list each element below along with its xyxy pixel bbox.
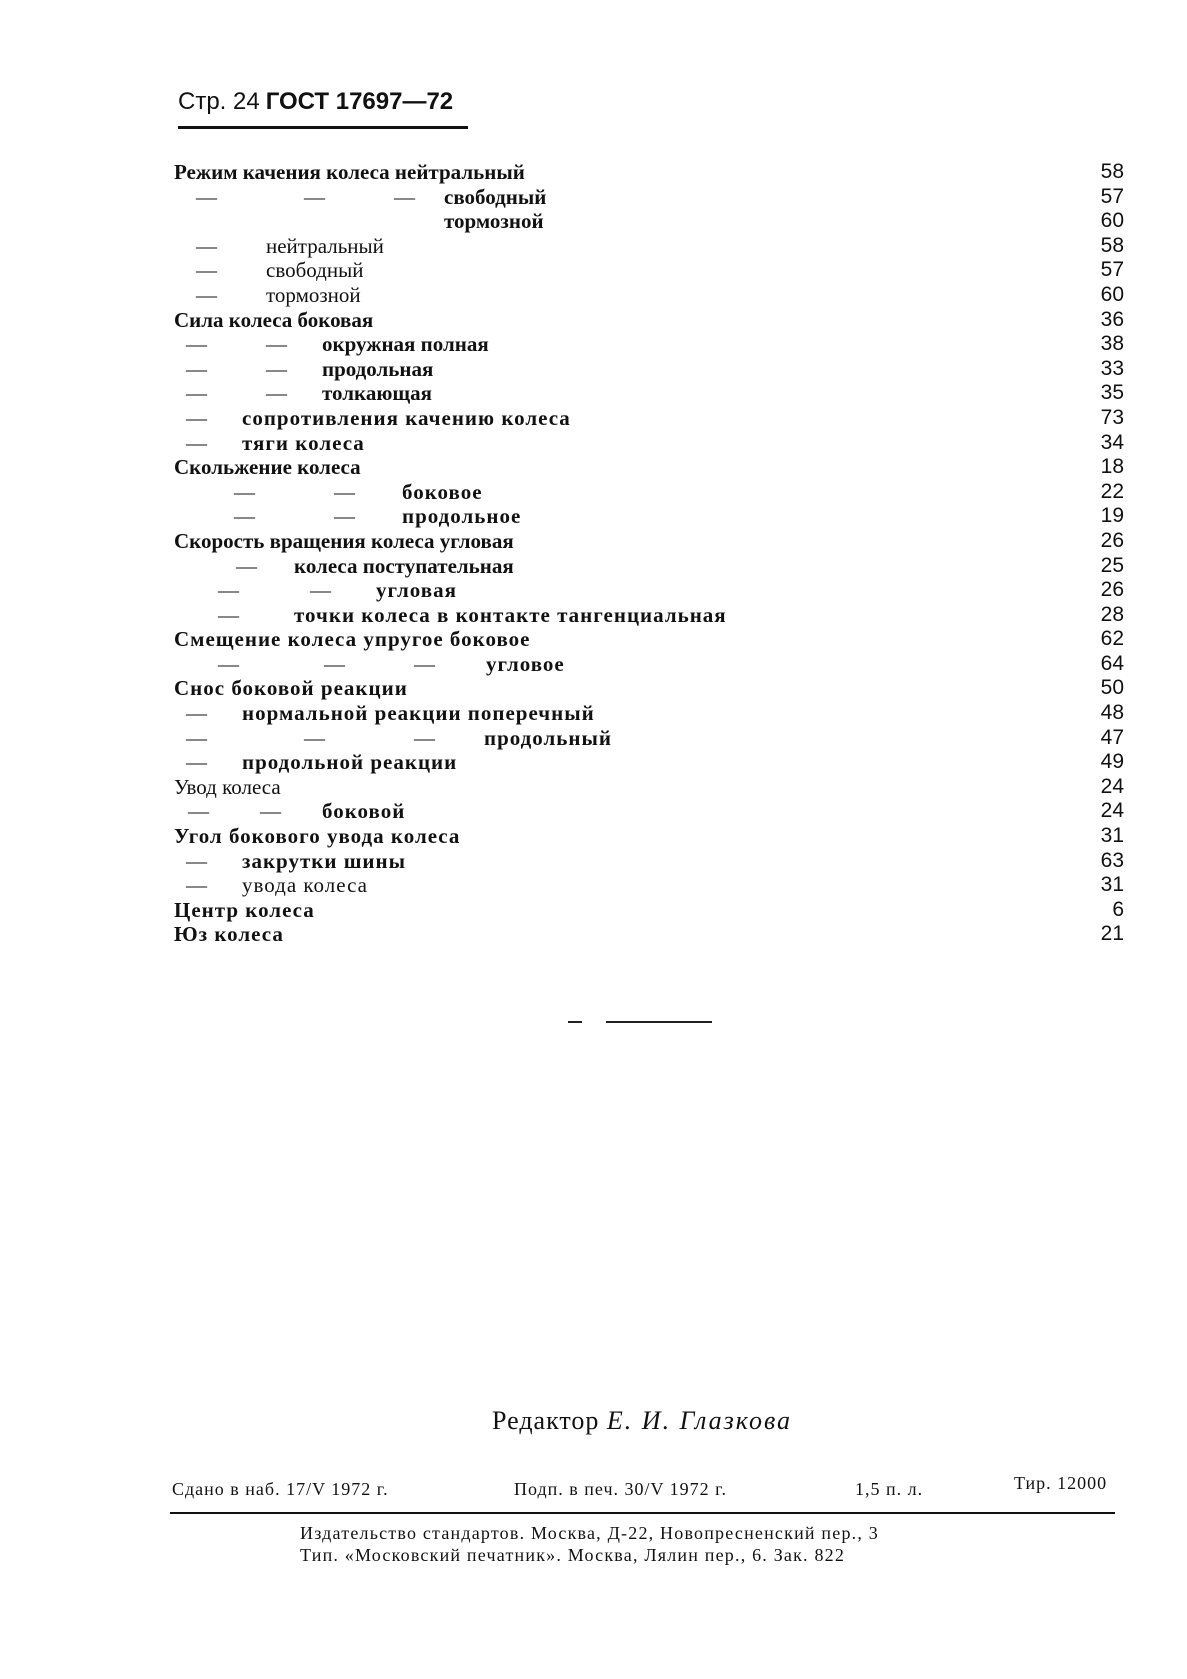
repeat-dash: — xyxy=(196,282,217,307)
index-entry xyxy=(174,578,1124,603)
index-term: боковое xyxy=(402,479,483,504)
index-page-number: 31 xyxy=(1100,824,1124,848)
index-entry xyxy=(174,799,1124,824)
index-entry xyxy=(174,332,1124,357)
index-term: Центр колеса xyxy=(174,897,315,922)
index-entry xyxy=(174,898,1124,923)
index-term: тяги колеса xyxy=(242,430,365,455)
repeat-dash: — xyxy=(266,356,287,381)
index-page-number: 57 xyxy=(1100,258,1124,282)
index-entry xyxy=(174,381,1124,406)
index-entry xyxy=(174,750,1124,775)
index-page-number: 38 xyxy=(1100,332,1124,356)
header-rule xyxy=(178,126,468,129)
repeat-dash: — xyxy=(186,873,207,898)
index-entry xyxy=(174,922,1124,947)
repeat-dash: — xyxy=(234,479,255,504)
imprint-submitted: Сдано в наб. 17/V 1972 г. xyxy=(172,1479,389,1499)
index-term: Сила колеса боковая xyxy=(174,307,374,332)
index-page-number: 60 xyxy=(1100,209,1124,233)
index-page-number: 58 xyxy=(1100,160,1124,183)
index-page-number: 22 xyxy=(1100,479,1124,503)
index-page-number: 28 xyxy=(1100,602,1124,626)
repeat-dash: — xyxy=(196,184,217,209)
repeat-dash: — xyxy=(414,725,435,750)
index-term: Юз колеса xyxy=(174,922,284,947)
index-entry xyxy=(174,504,1124,529)
index-term: Угол бокового увода колеса xyxy=(174,824,461,849)
index-entry xyxy=(174,554,1124,579)
repeat-dash: — xyxy=(186,381,207,406)
index-term: точки колеса в контакте тангенциальная xyxy=(294,602,727,627)
repeat-dash: — xyxy=(188,799,209,824)
index-page-number: 60 xyxy=(1100,282,1124,306)
repeat-dash: — xyxy=(310,578,331,603)
page-number: Стр. 24 xyxy=(178,88,260,115)
repeat-dash: — xyxy=(334,479,355,504)
index-entry xyxy=(174,357,1124,382)
index-term: Снос боковой реакции xyxy=(174,676,408,701)
repeat-dash: — xyxy=(236,553,257,578)
index-entry xyxy=(174,431,1124,456)
index-page-number: 58 xyxy=(1100,233,1124,257)
repeat-dash: — xyxy=(218,651,239,676)
repeat-dash: — xyxy=(196,258,217,283)
standard-number: ГОСТ 17697—72 xyxy=(265,88,454,115)
index-entry xyxy=(174,529,1124,554)
index-entry xyxy=(174,627,1124,652)
index-entry xyxy=(174,160,1124,185)
editor-credit xyxy=(492,1406,792,1436)
imprint-signed: Подп. в печ. 30/V 1972 г. xyxy=(514,1479,728,1499)
index-term: колеса поступательная xyxy=(294,553,514,578)
index-entry xyxy=(174,652,1124,677)
repeat-dash: — xyxy=(260,799,281,824)
index-page-number: 26 xyxy=(1100,578,1124,602)
index-entry xyxy=(174,701,1124,726)
index-term: тормозной xyxy=(444,209,544,234)
index-entry xyxy=(174,824,1124,849)
index-entry xyxy=(174,676,1124,701)
imprint-circulation: Тир. 12000 xyxy=(1014,1473,1108,1493)
editor-name: Е. И. Глазкова xyxy=(606,1406,793,1435)
index-page-number: 36 xyxy=(1100,307,1124,331)
repeat-dash: — xyxy=(218,602,239,627)
index-term: нейтральный xyxy=(266,233,384,258)
index-page-number: 25 xyxy=(1100,553,1124,577)
index-term: продольное xyxy=(402,504,522,529)
index-page-number: 21 xyxy=(1100,922,1124,946)
index-term: Скорость вращения колеса угловая xyxy=(174,528,514,553)
index-entry xyxy=(174,283,1124,308)
subject-index xyxy=(174,160,1124,947)
repeat-dash: — xyxy=(414,651,435,676)
index-page-number: 19 xyxy=(1100,504,1124,528)
index-page-number: 63 xyxy=(1100,848,1124,872)
index-page-number: 33 xyxy=(1100,356,1124,380)
index-entry xyxy=(174,849,1124,874)
index-page-number: 50 xyxy=(1100,676,1124,700)
index-page-number: 73 xyxy=(1100,405,1124,429)
footer-rule xyxy=(170,1512,1115,1514)
index-term: продольная xyxy=(322,356,434,381)
repeat-dash: — xyxy=(186,848,207,873)
end-separator-short xyxy=(568,1021,582,1023)
repeat-dash: — xyxy=(304,184,325,209)
index-term: угловое xyxy=(486,651,565,676)
index-page-number: 18 xyxy=(1100,455,1124,479)
index-page-number: 49 xyxy=(1100,750,1124,774)
index-term: боковой xyxy=(322,799,406,824)
index-page-number: 35 xyxy=(1100,381,1124,405)
editor-label: Редактор xyxy=(492,1406,600,1435)
repeat-dash: — xyxy=(334,504,355,529)
end-separator-long xyxy=(606,1021,712,1023)
index-term: свободный xyxy=(266,258,364,283)
index-entry xyxy=(174,185,1124,210)
repeat-dash: — xyxy=(186,405,207,430)
repeat-dash: — xyxy=(186,725,207,750)
index-entry xyxy=(174,455,1124,480)
repeat-dash: — xyxy=(186,356,207,381)
index-page-number: 57 xyxy=(1100,184,1124,208)
index-page-number: 34 xyxy=(1100,430,1124,454)
index-page-number: 64 xyxy=(1100,651,1124,675)
repeat-dash: — xyxy=(186,750,207,775)
repeat-dash: — xyxy=(186,430,207,455)
index-page-number: 62 xyxy=(1100,627,1124,651)
index-entry xyxy=(174,603,1124,628)
imprint-sheets: 1,5 п. л. xyxy=(855,1479,924,1499)
index-term: закрутки шины xyxy=(242,848,407,873)
index-entry xyxy=(174,406,1124,431)
page-header xyxy=(178,88,453,116)
index-term: Смещение колеса упругое боковое xyxy=(174,627,531,652)
repeat-dash: — xyxy=(304,725,325,750)
repeat-dash: — xyxy=(266,381,287,406)
index-entry xyxy=(174,873,1124,898)
repeat-dash: — xyxy=(266,332,287,357)
index-term: Скольжение колеса xyxy=(174,455,361,480)
repeat-dash: — xyxy=(218,578,239,603)
index-page-number: 48 xyxy=(1100,701,1124,725)
index-entry xyxy=(174,234,1124,259)
printer-line: Тип. «Московский печатник». Москва, Лялин пер., 6. Зак. 822 xyxy=(300,1545,846,1565)
repeat-dash: — xyxy=(234,504,255,529)
index-term: свободный xyxy=(444,184,547,209)
index-term: Режим качения колеса нейтральный xyxy=(174,160,525,184)
index-page-number: 24 xyxy=(1100,774,1124,798)
index-term: тормозной xyxy=(266,282,361,307)
index-term: Увод колеса xyxy=(174,774,281,799)
index-term: нормальной реакции поперечный xyxy=(242,701,595,726)
repeat-dash: — xyxy=(186,701,207,726)
index-term: толкающая xyxy=(322,381,432,406)
index-entry xyxy=(174,775,1124,800)
index-term: продольный xyxy=(484,725,613,750)
index-entry xyxy=(174,726,1124,751)
repeat-dash: — xyxy=(324,651,345,676)
repeat-dash: — xyxy=(196,233,217,258)
index-entry xyxy=(174,480,1124,505)
repeat-dash: — xyxy=(394,184,415,209)
index-term: сопротивления качению колеса xyxy=(242,405,571,430)
index-entry xyxy=(174,209,1124,234)
publisher-line: Издательство стандартов. Москва, Д-22, Новопресненский пер., 3 xyxy=(300,1523,879,1543)
index-term: продольной реакции xyxy=(242,750,458,775)
index-page-number: 26 xyxy=(1100,528,1124,552)
index-page-number: 31 xyxy=(1100,873,1124,897)
index-entry xyxy=(174,308,1124,333)
index-page-number: 6 xyxy=(1112,897,1124,921)
index-entry xyxy=(174,258,1124,283)
index-page-number: 24 xyxy=(1100,799,1124,823)
index-page-number: 47 xyxy=(1100,725,1124,749)
index-term: увода колеса xyxy=(242,873,369,898)
index-term: угловая xyxy=(376,578,457,603)
index-term: окружная полная xyxy=(322,332,489,357)
repeat-dash: — xyxy=(186,332,207,357)
